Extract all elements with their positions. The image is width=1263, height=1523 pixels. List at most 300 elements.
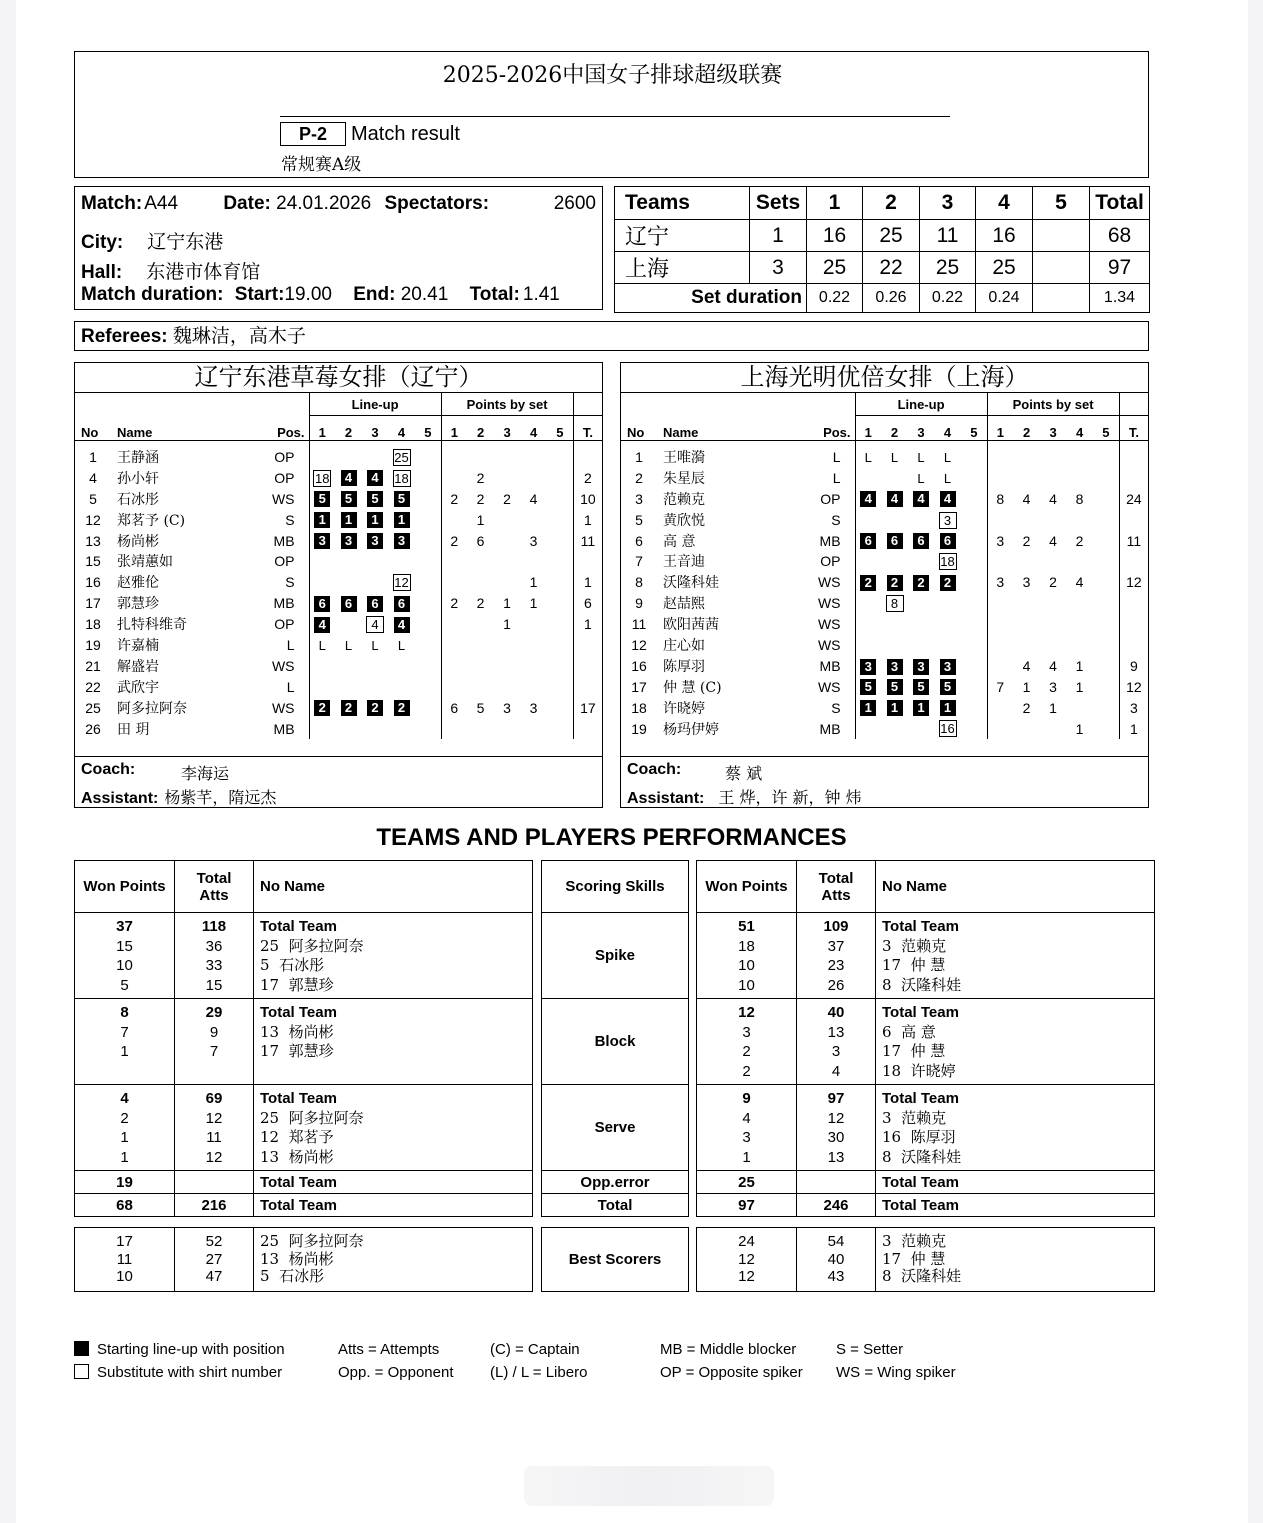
player-number: 22 bbox=[85, 678, 101, 695]
points-cell: 3 bbox=[987, 572, 1013, 593]
player-name: 孙小轩 bbox=[117, 470, 159, 487]
won-points-cell bbox=[75, 913, 175, 999]
points-cell bbox=[441, 509, 467, 530]
player-name-cell bbox=[876, 1085, 1155, 1171]
match-date: 24.01.2026 bbox=[276, 193, 372, 214]
team-a-title: 辽宁东港草莓女排（辽宁） bbox=[75, 363, 602, 393]
total-team-label: Total Team bbox=[876, 1194, 1155, 1217]
lineup-cell bbox=[934, 551, 961, 572]
player-entry: 13 杨尚彬 bbox=[260, 1147, 334, 1166]
player-row bbox=[75, 447, 602, 468]
lineup-cell bbox=[961, 572, 987, 593]
starting-position-marker: 4 bbox=[367, 470, 383, 486]
player-entry: 3 范赖克 bbox=[882, 1108, 947, 1127]
substitute-marker: 18 bbox=[940, 554, 955, 570]
lineup-cell bbox=[309, 697, 335, 718]
points-cell bbox=[1013, 718, 1040, 739]
won-points-value: 17 bbox=[116, 1233, 133, 1250]
points-cell bbox=[1066, 697, 1093, 718]
col-total: T. bbox=[573, 416, 602, 441]
team-a-assistant: 杨紫芊，隋远杰 bbox=[164, 788, 277, 807]
player-total: 9 bbox=[1119, 655, 1148, 676]
lineup-cell bbox=[388, 635, 415, 656]
points-cell: 2 bbox=[476, 469, 485, 486]
set-duration-cell: 0.22 bbox=[807, 284, 863, 313]
set-duration-cell: 1.34 bbox=[1090, 284, 1150, 313]
player-position: MB bbox=[273, 720, 295, 737]
points-cell bbox=[1093, 593, 1119, 614]
lineup-cell bbox=[934, 467, 961, 488]
player-name: 张靖蕙如 bbox=[117, 554, 173, 571]
lineup-cell bbox=[415, 488, 441, 509]
lineup-cell bbox=[335, 467, 362, 488]
player-entry: 13 杨尚彬 bbox=[260, 1249, 334, 1268]
points-cell bbox=[1013, 467, 1040, 488]
player-position: WS bbox=[271, 699, 295, 716]
player-number: 16 bbox=[85, 574, 101, 591]
points-by-set-header: Points by set bbox=[441, 393, 573, 416]
date-label: Date: bbox=[223, 193, 271, 214]
player-total: 10 bbox=[573, 488, 602, 509]
lineup-cell bbox=[934, 635, 961, 656]
lineup-cell bbox=[415, 530, 441, 551]
points-cell: 2 bbox=[1075, 532, 1084, 549]
team-a-players-table bbox=[75, 393, 602, 739]
lineup-cell bbox=[335, 530, 362, 551]
points-cell: 1 bbox=[1075, 720, 1084, 737]
player-row bbox=[75, 614, 602, 635]
lineup-cell bbox=[881, 572, 908, 593]
lineup-cell bbox=[881, 509, 908, 530]
player-number: 6 bbox=[635, 532, 643, 549]
player-number: 12 bbox=[631, 636, 647, 653]
points-cell bbox=[1066, 635, 1093, 656]
player-name: 庄心如 bbox=[663, 637, 705, 654]
col-points-set: 3 bbox=[1040, 416, 1066, 441]
lineup-cell bbox=[309, 488, 335, 509]
points-cell bbox=[1040, 593, 1066, 614]
starting-position-marker: 3 bbox=[341, 533, 357, 549]
player-name-cell bbox=[876, 1228, 1155, 1292]
points-cell bbox=[1066, 467, 1093, 488]
lineup-cell bbox=[415, 614, 441, 635]
no-name-header: No Name bbox=[254, 861, 533, 913]
scoresheet-page bbox=[16, 0, 1248, 1523]
total-atts-cell bbox=[797, 1085, 876, 1171]
match-info-box bbox=[74, 186, 603, 310]
player-position: OP bbox=[274, 469, 295, 486]
no-name-header: No Name bbox=[876, 861, 1155, 913]
legend-libero: (L) / L = Libero bbox=[490, 1364, 588, 1381]
starting-position-marker: 2 bbox=[940, 575, 956, 591]
lineup-cell bbox=[934, 530, 961, 551]
won-points-value: 4 bbox=[120, 1090, 129, 1107]
lineup-cell bbox=[881, 593, 908, 614]
total-atts-value: 37 bbox=[827, 937, 845, 955]
lineup-cell bbox=[961, 509, 987, 530]
lineup-cell bbox=[934, 718, 961, 739]
player-number: 21 bbox=[85, 657, 101, 674]
lineup-cell bbox=[388, 530, 415, 551]
libero-marker: L bbox=[943, 470, 952, 486]
col-pos: Pos. bbox=[815, 416, 855, 441]
points-cell: 4 bbox=[1022, 657, 1031, 674]
won-points-cell bbox=[697, 999, 797, 1085]
team-b-coach: 蔡 斌 bbox=[725, 764, 763, 783]
points-cell: 2 bbox=[1022, 699, 1031, 716]
starting-position-marker: 1 bbox=[887, 700, 903, 716]
player-name: 王静涵 bbox=[117, 449, 159, 466]
player-row bbox=[75, 551, 602, 572]
total-atts-cell: 216 bbox=[175, 1194, 254, 1217]
points-cell: 3 bbox=[987, 530, 1013, 551]
points-cell bbox=[1093, 614, 1119, 635]
col-name: Name bbox=[111, 416, 269, 441]
lineup-cell bbox=[415, 635, 441, 656]
lineup-header: Line-up bbox=[309, 393, 441, 416]
points-cell bbox=[1093, 655, 1119, 676]
won-points-value: 8 bbox=[120, 1004, 129, 1021]
roster-spacer bbox=[573, 393, 602, 416]
player-entry: 5 石冰彤 bbox=[260, 1267, 325, 1285]
player-name: 杨尚彬 bbox=[117, 533, 159, 550]
starting-position-marker: 4 bbox=[913, 491, 929, 507]
total-team-label: Total Team bbox=[260, 918, 337, 935]
points-cell: 8 bbox=[987, 488, 1013, 509]
player-total: 1 bbox=[573, 572, 602, 593]
total-atts-value: 109 bbox=[823, 918, 849, 935]
score-row-away bbox=[615, 252, 1150, 284]
points-cell bbox=[547, 488, 573, 509]
points-cell: 5 bbox=[476, 699, 485, 716]
lineup-cell bbox=[881, 697, 908, 718]
lineup-cell bbox=[934, 697, 961, 718]
table-gap-cell bbox=[542, 1217, 689, 1228]
points-cell bbox=[441, 614, 467, 635]
total-atts-value: 23 bbox=[827, 957, 845, 974]
player-row bbox=[75, 655, 602, 676]
lineup-cell bbox=[908, 551, 934, 572]
team-a-coach: 李海运 bbox=[181, 764, 230, 783]
lineup-cell bbox=[362, 718, 388, 739]
lineup-cell bbox=[335, 697, 362, 718]
total-atts-value: 36 bbox=[205, 937, 223, 955]
lineup-cell bbox=[908, 488, 934, 509]
won-points-cell bbox=[697, 1228, 797, 1292]
set-duration-cell: 0.26 bbox=[863, 284, 920, 313]
lineup-cell bbox=[908, 467, 934, 488]
won-points-value: 12 bbox=[738, 1268, 755, 1285]
won-points-value: 18 bbox=[738, 937, 755, 955]
player-number: 1 bbox=[89, 448, 97, 465]
points-cell bbox=[467, 676, 494, 697]
player-entry: 17 郭慧珍 bbox=[260, 1042, 334, 1060]
player-position: OP bbox=[820, 490, 841, 507]
won-points-cell: 97 bbox=[697, 1194, 797, 1217]
player-total bbox=[573, 551, 602, 572]
total-atts-value: 26 bbox=[827, 976, 845, 994]
points-cell bbox=[467, 447, 494, 468]
player-total: 1 bbox=[573, 509, 602, 530]
col-no: No bbox=[621, 416, 657, 441]
player-entry: 3 范赖克 bbox=[882, 1232, 947, 1250]
total-atts-value: 12 bbox=[205, 1148, 223, 1166]
lineup-cell bbox=[934, 655, 961, 676]
player-row bbox=[621, 593, 1148, 614]
team-a-performance-table bbox=[74, 860, 533, 1292]
skill-row bbox=[542, 1171, 689, 1194]
legend-opp: Opp. = Opponent bbox=[338, 1364, 454, 1381]
starting-position-marker: 3 bbox=[394, 533, 410, 549]
points-cell bbox=[494, 530, 520, 551]
skill-block-row bbox=[75, 1085, 533, 1171]
points-cell bbox=[1013, 551, 1040, 572]
player-row bbox=[621, 509, 1148, 530]
lineup-cell bbox=[855, 614, 881, 635]
player-entry: 25 阿多拉阿奈 bbox=[260, 936, 364, 955]
points-cell bbox=[547, 530, 573, 551]
set-score-cell bbox=[1033, 220, 1090, 252]
points-cell: 1 bbox=[529, 574, 538, 591]
points-cell: 1 bbox=[1022, 678, 1031, 695]
lineup-cell bbox=[855, 447, 881, 468]
points-cell bbox=[1093, 530, 1119, 551]
starting-position-marker: 2 bbox=[394, 700, 410, 716]
lineup-cell bbox=[309, 718, 335, 739]
lineup-cell bbox=[388, 697, 415, 718]
col-pos: Pos. bbox=[269, 416, 309, 441]
total-atts-value: 118 bbox=[201, 918, 227, 935]
substitute-marker: 12 bbox=[394, 575, 409, 591]
roster-group-header-row bbox=[75, 393, 602, 416]
col-lineup-set: 1 bbox=[855, 416, 881, 441]
points-cell bbox=[1093, 635, 1119, 656]
scoring-skills-table bbox=[541, 860, 689, 1292]
points-cell: 2 bbox=[1049, 574, 1057, 591]
lineup-cell bbox=[388, 614, 415, 635]
legend bbox=[74, 1341, 1074, 1391]
points-cell bbox=[547, 635, 573, 656]
points-cell: 2 bbox=[1022, 532, 1031, 549]
match-level: 常规赛A级 bbox=[281, 155, 362, 175]
player-name: 沃隆科娃 bbox=[663, 575, 719, 592]
points-cell bbox=[547, 572, 573, 593]
points-cell bbox=[547, 676, 573, 697]
starting-position-marker: 5 bbox=[367, 491, 383, 507]
city-line bbox=[81, 227, 223, 254]
total-label: Total: bbox=[469, 284, 520, 305]
player-name: 解盛岩 bbox=[117, 658, 159, 675]
header-rule bbox=[280, 116, 950, 117]
opp-error-row bbox=[75, 1171, 533, 1194]
lineup-cell bbox=[881, 676, 908, 697]
player-position: WS bbox=[817, 678, 841, 695]
points-cell bbox=[1013, 509, 1040, 530]
total-team-label: Total Team bbox=[260, 1090, 337, 1107]
points-cell bbox=[547, 697, 573, 718]
team-a-roster bbox=[74, 362, 603, 808]
won-points-cell: 19 bbox=[75, 1171, 175, 1194]
points-cell bbox=[441, 551, 467, 572]
lineup-cell bbox=[309, 635, 335, 656]
set-duration-cell: 0.24 bbox=[976, 284, 1033, 313]
won-points-value: 3 bbox=[742, 1023, 751, 1041]
player-name: 朱星辰 bbox=[663, 470, 705, 487]
points-cell: 3 bbox=[1022, 574, 1031, 591]
coach-label: Coach: bbox=[81, 761, 136, 778]
lineup-cell bbox=[855, 635, 881, 656]
total-atts-cell bbox=[797, 913, 876, 999]
won-points-value: 12 bbox=[738, 1250, 755, 1268]
player-name: 武欣宇 bbox=[117, 679, 159, 696]
col-lineup-set: 4 bbox=[388, 416, 415, 441]
player-total bbox=[573, 635, 602, 656]
starting-position-marker: 2 bbox=[913, 575, 929, 591]
points-cell bbox=[467, 572, 494, 593]
col-points-set: 2 bbox=[1013, 416, 1040, 441]
points-cell: 2 bbox=[503, 490, 511, 507]
points-cell: 4 bbox=[1049, 490, 1057, 507]
player-entry: 25 阿多拉阿奈 bbox=[260, 1108, 364, 1127]
substitute-marker: 3 bbox=[939, 512, 957, 529]
set-duration-cell bbox=[1033, 284, 1090, 313]
points-cell: 1 bbox=[1049, 699, 1057, 716]
lineup-cell bbox=[309, 572, 335, 593]
points-cell bbox=[1093, 467, 1119, 488]
starting-position-marker: 5 bbox=[860, 679, 876, 695]
duration-label: Match duration: bbox=[81, 284, 224, 305]
set-score-cell: 25 bbox=[976, 252, 1033, 284]
points-cell bbox=[520, 509, 547, 530]
lineup-cell bbox=[335, 614, 362, 635]
starting-position-marker: 2 bbox=[860, 575, 876, 591]
roster-spacer bbox=[1119, 393, 1148, 416]
points-cell bbox=[494, 447, 520, 468]
lineup-cell bbox=[309, 530, 335, 551]
starting-position-marker: 2 bbox=[887, 575, 903, 591]
lineup-cell bbox=[362, 488, 388, 509]
lineup-cell bbox=[908, 614, 934, 635]
player-name-cell bbox=[254, 1228, 533, 1292]
set-score-cell: 22 bbox=[863, 252, 920, 284]
end-value: 20.41 bbox=[400, 284, 449, 305]
player-total: 1 bbox=[573, 614, 602, 635]
lineup-cell bbox=[388, 676, 415, 697]
won-points-cell: 25 bbox=[697, 1171, 797, 1194]
col-points-set: 1 bbox=[987, 416, 1013, 441]
player-row bbox=[75, 676, 602, 697]
skill-row bbox=[542, 1085, 689, 1171]
points-cell: 4 bbox=[1049, 657, 1057, 674]
player-total bbox=[573, 447, 602, 468]
substitute-marker: 18 bbox=[315, 470, 330, 486]
col-lineup-set: 5 bbox=[415, 416, 441, 441]
skills-header-row bbox=[542, 861, 689, 913]
team-b-title: 上海光明优倍女排（上海） bbox=[621, 363, 1148, 393]
player-total bbox=[1119, 593, 1148, 614]
points-cell bbox=[987, 509, 1013, 530]
team-b-performance-table bbox=[696, 860, 1155, 1292]
lineup-cell bbox=[855, 509, 881, 530]
won-points-value: 10 bbox=[738, 976, 755, 994]
player-total bbox=[573, 655, 602, 676]
points-cell: 1 bbox=[1075, 657, 1084, 674]
points-cell bbox=[987, 551, 1013, 572]
player-number: 1 bbox=[635, 448, 643, 465]
total-atts-cell bbox=[175, 1228, 254, 1292]
points-cell bbox=[1066, 614, 1093, 635]
player-total bbox=[1119, 635, 1148, 656]
points-cell bbox=[1040, 635, 1066, 656]
lineup-cell bbox=[961, 655, 987, 676]
player-row bbox=[621, 488, 1148, 509]
lineup-cell bbox=[934, 488, 961, 509]
total-team-label: Total Team bbox=[876, 1171, 1155, 1194]
roster-column-header-row bbox=[75, 416, 602, 441]
total-team-label: Total Team bbox=[254, 1194, 533, 1217]
performance-header-row bbox=[697, 861, 1155, 913]
player-total: 17 bbox=[573, 697, 602, 718]
doc-code: P-2 bbox=[280, 122, 346, 146]
points-cell: 1 bbox=[476, 511, 485, 528]
lineup-cell bbox=[855, 551, 881, 572]
col-points-set: 1 bbox=[441, 416, 467, 441]
lineup-cell bbox=[855, 593, 881, 614]
points-cell bbox=[987, 718, 1013, 739]
player-position: WS bbox=[817, 595, 841, 612]
points-cell bbox=[494, 551, 520, 572]
score-header-cell: Total bbox=[1090, 187, 1150, 220]
points-cell bbox=[1013, 614, 1040, 635]
total-atts-value: 29 bbox=[205, 1004, 223, 1021]
starting-position-marker: 6 bbox=[887, 533, 903, 549]
referees-label: Referees: bbox=[81, 326, 168, 347]
points-cell bbox=[987, 655, 1013, 676]
libero-marker: L bbox=[371, 637, 379, 653]
match-label: Match: bbox=[81, 193, 143, 214]
lineup-cell bbox=[415, 718, 441, 739]
total-atts-value: 3 bbox=[831, 1043, 841, 1060]
points-cell: 1 bbox=[529, 595, 538, 612]
lineup-cell bbox=[961, 488, 987, 509]
player-position: L bbox=[832, 448, 841, 465]
player-position: OP bbox=[274, 448, 295, 465]
score-header-cell: 4 bbox=[976, 187, 1033, 220]
player-total bbox=[1119, 447, 1148, 468]
legend-starting: Starting line-up with position bbox=[97, 1341, 285, 1358]
total-atts-value: 9 bbox=[209, 1023, 219, 1041]
points-cell: 6 bbox=[441, 697, 467, 718]
lineup-cell bbox=[934, 614, 961, 635]
starting-position-marker: 3 bbox=[367, 533, 383, 549]
libero-marker: L bbox=[864, 449, 872, 465]
sets-cell: 3 bbox=[750, 252, 807, 284]
player-name: 仲 慧 (C) bbox=[663, 679, 722, 696]
total-atts-cell bbox=[175, 1085, 254, 1171]
points-cell: 4 bbox=[1022, 490, 1031, 507]
player-name: 王音迪 bbox=[663, 554, 705, 571]
points-cell bbox=[494, 572, 520, 593]
lineup-cell bbox=[881, 655, 908, 676]
starting-position-marker: 2 bbox=[314, 700, 330, 716]
total-atts-value: 54 bbox=[827, 1233, 845, 1250]
lineup-header: Line-up bbox=[855, 393, 987, 416]
city-label: City: bbox=[81, 232, 124, 253]
page-toolbar-shadow bbox=[524, 1466, 774, 1506]
player-entry: 12 郑茗予 bbox=[260, 1128, 334, 1146]
points-cell bbox=[1093, 488, 1119, 509]
player-row bbox=[621, 635, 1148, 656]
